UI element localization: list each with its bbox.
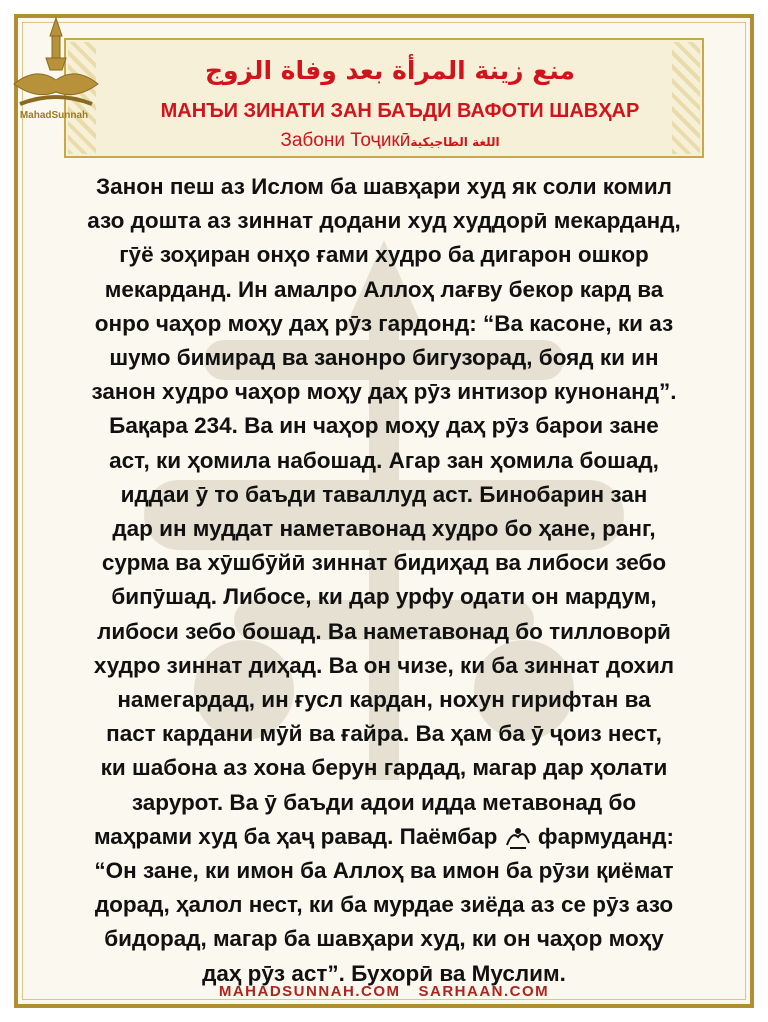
language-label-tajik: Забони Тоҷикӣ bbox=[280, 130, 411, 151]
body-line: Бақара 234. Ва ин чаҳор моҳу даҳ рӯз барои зане bbox=[109, 413, 659, 439]
body-line: “Он зане, ки имон ба Аллоҳ ва имон ба рӯзи қиёмат bbox=[94, 858, 674, 884]
title-arabic: منع زينة المرأة بعد وفاة الزوج bbox=[204, 56, 576, 85]
body-line: азо дошта аз зиннат додани худ худдорӣ мекарданд, bbox=[87, 208, 681, 234]
footer bbox=[0, 983, 768, 1000]
body-line: ки шабона аз хона берун гардад, магар дар ҳолати bbox=[100, 755, 668, 781]
body-line: иддаи ӯ то баъди таваллуд аст. Бинобарин зан bbox=[120, 481, 648, 507]
body-line: бипӯшад. Либосе, ки дар урфу одати он мардум, bbox=[111, 584, 657, 610]
body-line: паст кардани мӯй ва ғайра. Ва ҳам ба ӯ ҷоиз нест, bbox=[106, 721, 662, 747]
body-line: зарурот. Ва ӯ баъди адои идда метавонад бо bbox=[131, 789, 637, 815]
body-line: сурма ва хӯшбӯйӣ зиннат бидиҳад ва либоси зебо bbox=[101, 550, 667, 576]
body-line: даҳ рӯз аст”. Бухорӣ ва Муслим. bbox=[202, 960, 566, 986]
body-line: худро зиннат диҳад. Ва он чизе, ки ба зиннат дохил bbox=[93, 652, 675, 678]
logo-caption: MahadSunnah bbox=[19, 110, 89, 121]
header-ornament-right bbox=[672, 42, 700, 154]
title-tajik: МАНЪИ ЗИНАТИ ЗАН БАЪДИ ВАФОТИ ШАВҲАР bbox=[160, 100, 640, 122]
language-label-arabic: اللغة الطاجيكية bbox=[410, 135, 500, 149]
body-line-part: фармуданд: bbox=[537, 823, 675, 849]
body-line: гӯё зоҳиран онҳо ғами худро ба дигарон ошкор bbox=[119, 242, 649, 268]
body-line: онро чаҳор моҳу даҳ рӯз гардонд: “Ва касоне, ки аз bbox=[94, 310, 674, 336]
mahadsunnah-logo-icon bbox=[6, 14, 106, 124]
footer-site-mahadsunnah[interactable]: MAHADSUNNAH.COM bbox=[218, 983, 401, 1000]
salawat-symbol-icon bbox=[504, 825, 532, 851]
body-line: намегардад, ин ғусл кардан, нохун гирифтан ва bbox=[117, 687, 651, 713]
body-line: дар ин муддат наметавонад худро бо ҳане, ранг, bbox=[112, 516, 656, 542]
body-line: бидорад, магар ба шавҳари худ, ки он чаҳор моҳу bbox=[104, 926, 664, 952]
body-line: шумо бимирад ва занонро бигузорад, бояд ки ин bbox=[109, 345, 659, 371]
article-body bbox=[32, 170, 736, 991]
body-line-with-symbol bbox=[32, 820, 736, 854]
footer-site-sarhaan[interactable]: SARHAAN.COM bbox=[418, 983, 550, 1000]
language-row bbox=[140, 130, 640, 152]
body-line: Занон пеш аз Ислом ба шавҳари худ як соли комил bbox=[96, 174, 672, 199]
body-line: мекарданд. Ин амалро Аллоҳ лағву бекор кард ва bbox=[104, 276, 664, 302]
body-line-part: маҳрами худ ба ҳаҷ равад. Паёмбар bbox=[93, 823, 498, 849]
body-line: дорад, ҳалол нест, ки ба мурдае зиёда аз се рӯз азо bbox=[94, 892, 674, 918]
body-line: либоси зебо бошад. Ва наметавонад бо тилловорӣ bbox=[97, 618, 671, 644]
body-line: аст, ки ҳомила набошад. Агар зан ҳомила бошад, bbox=[109, 447, 659, 473]
body-line: занон худро чаҳор моҳу даҳ рӯз интизор кунонанд”. bbox=[91, 379, 677, 405]
